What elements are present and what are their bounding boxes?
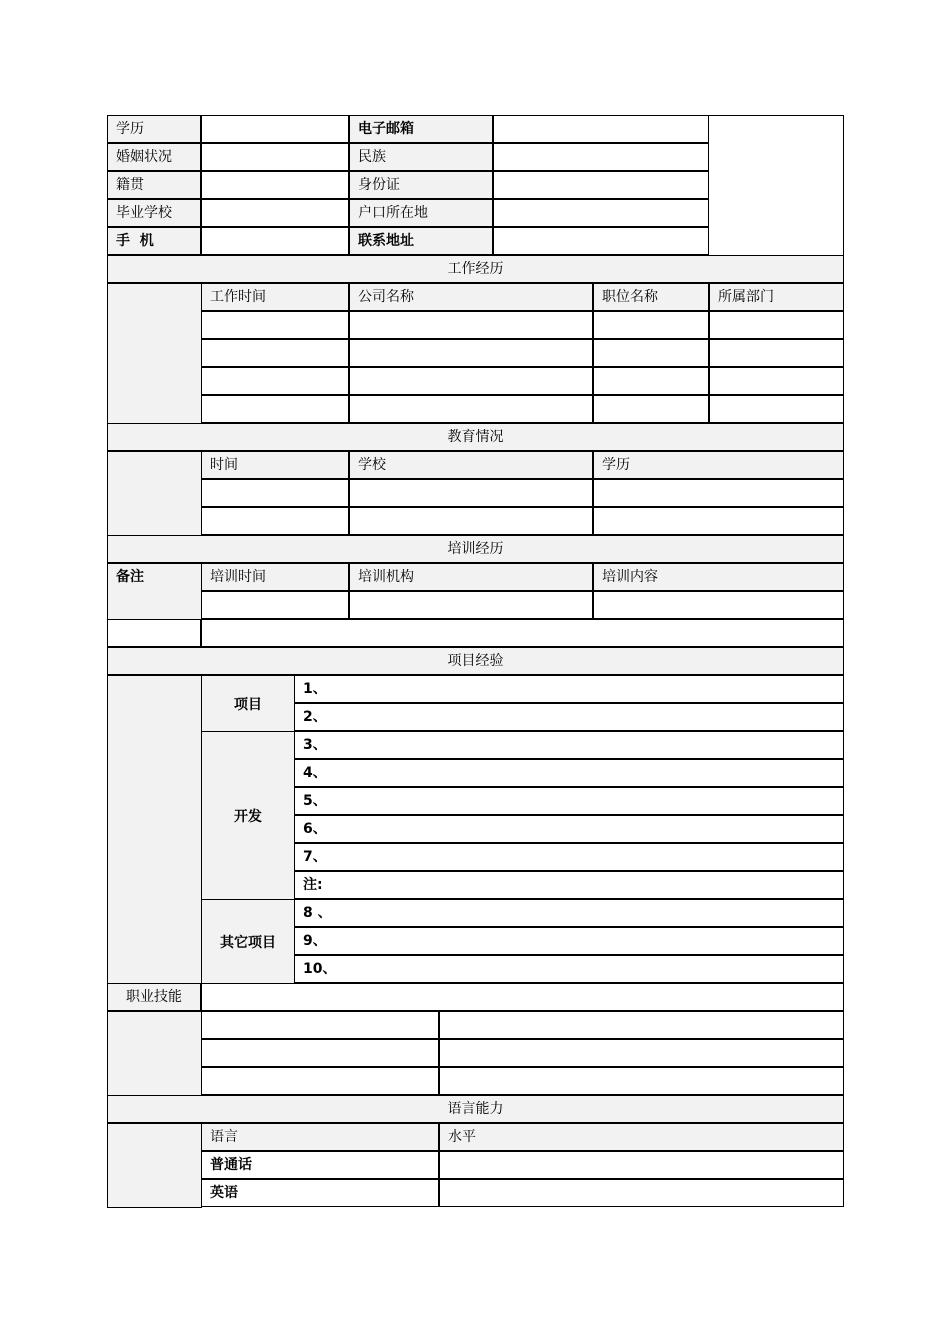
skill-detail-cell[interactable] xyxy=(439,1039,844,1067)
training-institution-cell[interactable] xyxy=(349,591,593,619)
projects-side-cell xyxy=(107,675,202,984)
skills-row xyxy=(107,1039,844,1067)
project-item[interactable]: 2、 xyxy=(294,703,844,731)
remark-value-cell[interactable] xyxy=(201,619,844,647)
label-hukou: 户口所在地 xyxy=(349,199,493,227)
training-header-institution: 培训机构 xyxy=(349,563,593,591)
work-position-cell[interactable] xyxy=(593,367,709,395)
value-education[interactable] xyxy=(201,115,349,143)
label-native-place: 籍贯 xyxy=(107,171,201,199)
work-department-cell[interactable] xyxy=(709,311,844,339)
label-address: 联系地址 xyxy=(349,227,493,255)
remark-extra-label-cell xyxy=(107,619,201,647)
work-position-cell[interactable] xyxy=(593,339,709,367)
work-company-cell[interactable] xyxy=(349,395,593,423)
language-row-mandarin xyxy=(107,1151,844,1179)
label-ethnicity: 民族 xyxy=(349,143,493,171)
work-time-cell[interactable] xyxy=(201,311,349,339)
edu-school-cell[interactable] xyxy=(349,479,593,507)
work-time-cell[interactable] xyxy=(201,395,349,423)
value-id-card[interactable] xyxy=(493,171,709,199)
skill-name-cell[interactable] xyxy=(201,1067,439,1095)
language-mandarin-level[interactable] xyxy=(439,1151,844,1179)
resume-form xyxy=(107,115,844,1207)
label-marital: 婚姻状况 xyxy=(107,143,201,171)
language-english-level[interactable] xyxy=(439,1179,844,1207)
edu-header-degree: 学历 xyxy=(593,451,844,479)
project-item[interactable]: 6、 xyxy=(294,815,844,843)
training-section-title: 培训经历 xyxy=(107,535,844,563)
project-group-label-1: 项目 xyxy=(201,675,295,732)
work-header-time: 工作时间 xyxy=(201,283,349,311)
language-header-language: 语言 xyxy=(201,1123,439,1151)
project-item[interactable]: 4、 xyxy=(294,759,844,787)
edu-degree-cell[interactable] xyxy=(593,507,844,535)
language-row-english xyxy=(107,1179,844,1207)
edu-header-time: 时间 xyxy=(201,451,349,479)
project-item[interactable]: 8 、 xyxy=(294,899,844,927)
work-company-cell[interactable] xyxy=(349,311,593,339)
projects-section-title: 项目经验 xyxy=(107,647,844,675)
language-mandarin-label: 普通话 xyxy=(201,1151,439,1179)
training-row xyxy=(107,591,844,619)
work-row xyxy=(107,395,844,423)
label-id-card: 身份证 xyxy=(349,171,493,199)
edu-degree-cell[interactable] xyxy=(593,479,844,507)
language-section-title: 语言能力 xyxy=(107,1095,844,1123)
training-content-cell[interactable] xyxy=(593,591,844,619)
label-phone: 手 机 xyxy=(107,227,201,255)
photo-box[interactable] xyxy=(708,115,844,256)
work-row xyxy=(107,311,844,339)
value-address[interactable] xyxy=(493,227,709,255)
value-email[interactable] xyxy=(493,115,709,143)
projects-title-row xyxy=(107,647,844,675)
skills-row xyxy=(107,1067,844,1095)
label-email: 电子邮箱 xyxy=(349,115,493,143)
edu-row xyxy=(107,479,844,507)
training-header-row xyxy=(107,563,844,591)
work-section-title: 工作经历 xyxy=(107,255,844,283)
label-school: 毕业学校 xyxy=(107,199,201,227)
work-company-cell[interactable] xyxy=(349,339,593,367)
edu-time-cell[interactable] xyxy=(201,479,349,507)
skills-label: 职业技能 xyxy=(107,983,201,1011)
value-phone[interactable] xyxy=(201,227,349,255)
skill-name-cell[interactable] xyxy=(201,1039,439,1067)
skills-title-row xyxy=(107,983,844,1011)
work-company-cell[interactable] xyxy=(349,367,593,395)
value-hukou[interactable] xyxy=(493,199,709,227)
language-side-cell xyxy=(107,1123,202,1208)
project-item[interactable]: 7、 xyxy=(294,843,844,871)
label-education: 学历 xyxy=(107,115,201,143)
work-department-cell[interactable] xyxy=(709,395,844,423)
language-header-row xyxy=(107,1123,844,1151)
project-note[interactable]: 注: xyxy=(294,871,844,899)
edu-header-row xyxy=(107,451,844,479)
value-native-place[interactable] xyxy=(201,171,349,199)
edu-header-school: 学校 xyxy=(349,451,593,479)
work-header-row xyxy=(107,283,844,311)
skill-detail-cell[interactable] xyxy=(439,1011,844,1039)
edu-time-cell[interactable] xyxy=(201,507,349,535)
value-ethnicity[interactable] xyxy=(493,143,709,171)
project-item[interactable]: 1、 xyxy=(294,675,844,703)
language-title-row xyxy=(107,1095,844,1123)
remark-label: 备注 xyxy=(107,563,202,620)
training-time-cell[interactable] xyxy=(201,591,349,619)
edu-school-cell[interactable] xyxy=(349,507,593,535)
work-department-cell[interactable] xyxy=(709,339,844,367)
skills-row xyxy=(107,1011,844,1039)
work-row xyxy=(107,367,844,395)
edu-title-row xyxy=(107,423,844,451)
language-english-label: 英语 xyxy=(201,1179,439,1207)
training-header-content: 培训内容 xyxy=(593,563,844,591)
skill-detail-cell[interactable] xyxy=(439,1067,844,1095)
edu-section-title: 教育情况 xyxy=(107,423,844,451)
skills-value-cell[interactable] xyxy=(201,983,844,1011)
work-department-cell[interactable] xyxy=(709,367,844,395)
project-group-label-2: 开发 xyxy=(201,731,295,900)
project-item[interactable]: 10、 xyxy=(294,955,844,983)
work-time-cell[interactable] xyxy=(201,339,349,367)
value-school[interactable] xyxy=(201,199,349,227)
project-item[interactable]: 3、 xyxy=(294,731,844,759)
language-header-level: 水平 xyxy=(439,1123,844,1151)
skill-name-cell[interactable] xyxy=(201,1011,439,1039)
work-header-position: 职位名称 xyxy=(593,283,709,311)
work-title-row xyxy=(107,255,844,283)
remark-row xyxy=(107,619,844,647)
work-header-department: 所属部门 xyxy=(709,283,844,311)
training-header-time: 培训时间 xyxy=(201,563,349,591)
project-group-label-3: 其它项目 xyxy=(201,899,295,984)
work-side-cell xyxy=(107,283,202,424)
project-item[interactable]: 9、 xyxy=(294,927,844,955)
project-item[interactable]: 5、 xyxy=(294,787,844,815)
edu-side-cell xyxy=(107,451,202,536)
edu-row xyxy=(107,507,844,535)
training-title-row xyxy=(107,535,844,563)
work-header-company: 公司名称 xyxy=(349,283,593,311)
work-position-cell[interactable] xyxy=(593,395,709,423)
skills-side-cell xyxy=(107,1011,202,1096)
work-position-cell[interactable] xyxy=(593,311,709,339)
work-time-cell[interactable] xyxy=(201,367,349,395)
value-marital[interactable] xyxy=(201,143,349,171)
work-row xyxy=(107,339,844,367)
